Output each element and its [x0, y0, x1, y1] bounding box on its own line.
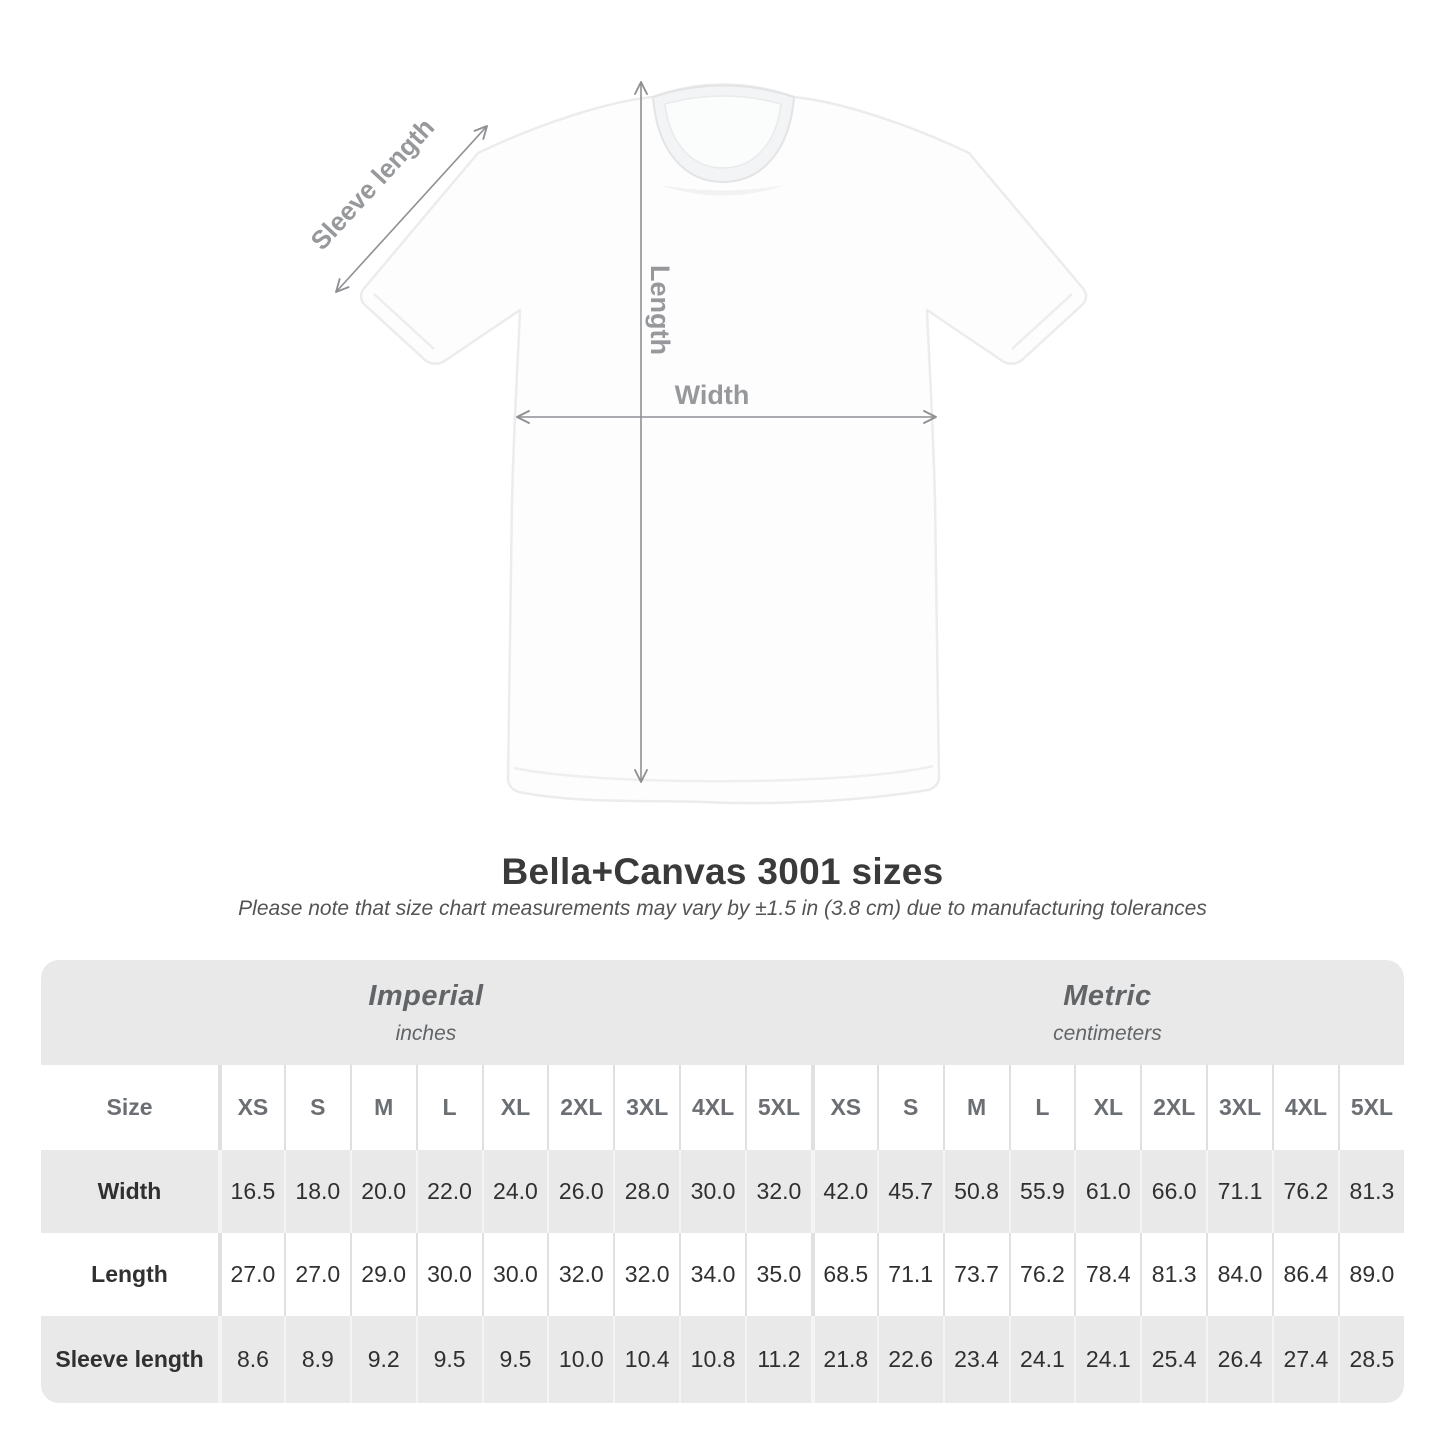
size-col-header-metric-l: L — [1009, 1065, 1075, 1150]
sleeve-length-label: Sleeve length — [304, 112, 441, 256]
cell-imperial-s: 18.0 — [284, 1150, 350, 1233]
size-col-header-metric-3xl: 3XL — [1206, 1065, 1272, 1150]
cell-metric-m: 50.8 — [943, 1150, 1009, 1233]
cell-metric-s: 45.7 — [877, 1150, 943, 1233]
cell-metric-xl: 61.0 — [1074, 1150, 1140, 1233]
cell-metric-xs: 21.8 — [811, 1316, 877, 1403]
cell-metric-xs: 68.5 — [811, 1233, 877, 1316]
cell-imperial-xs: 16.5 — [218, 1150, 284, 1233]
cell-imperial-4xl: 10.8 — [679, 1316, 745, 1403]
cell-metric-5xl: 89.0 — [1338, 1233, 1404, 1316]
cell-imperial-l: 22.0 — [416, 1150, 482, 1233]
size-col-header-imperial-3xl: 3XL — [613, 1065, 679, 1150]
table-row-length — [41, 1233, 1404, 1316]
cell-metric-s: 71.1 — [877, 1233, 943, 1316]
cell-imperial-m: 9.2 — [350, 1316, 416, 1403]
metric-unit: centimeters — [1053, 1021, 1162, 1045]
size-col-header-imperial-l: L — [416, 1065, 482, 1150]
cell-imperial-4xl: 30.0 — [679, 1150, 745, 1233]
unit-band-row — [41, 960, 1404, 1065]
size-col-header-metric-2xl: 2XL — [1140, 1065, 1206, 1150]
size-table — [41, 960, 1404, 1403]
cell-metric-2xl: 25.4 — [1140, 1316, 1206, 1403]
size-col-header-imperial-5xl: 5XL — [745, 1065, 811, 1150]
cell-metric-m: 73.7 — [943, 1233, 1009, 1316]
cell-metric-2xl: 66.0 — [1140, 1150, 1206, 1233]
cell-imperial-xs: 27.0 — [218, 1233, 284, 1316]
size-col-header-metric-m: M — [943, 1065, 1009, 1150]
cell-metric-3xl: 71.1 — [1206, 1150, 1272, 1233]
cell-imperial-xl: 9.5 — [482, 1316, 548, 1403]
size-col-header-imperial-xs: XS — [218, 1065, 284, 1150]
cell-imperial-m: 20.0 — [350, 1150, 416, 1233]
imperial-band — [41, 960, 811, 1065]
cell-metric-5xl: 28.5 — [1338, 1316, 1404, 1403]
size-col-header-metric-4xl: 4XL — [1272, 1065, 1338, 1150]
imperial-unit: inches — [395, 1021, 457, 1045]
row-label: Width — [41, 1150, 218, 1233]
cell-imperial-3xl: 10.4 — [613, 1316, 679, 1403]
cell-imperial-5xl: 35.0 — [745, 1233, 811, 1316]
cell-metric-l: 24.1 — [1009, 1316, 1075, 1403]
size-table-rows — [41, 960, 1404, 1403]
size-col-header-metric-xs: XS — [811, 1065, 877, 1150]
imperial-label: Imperial — [368, 979, 484, 1012]
cell-imperial-3xl: 32.0 — [613, 1233, 679, 1316]
size-col-header-metric-5xl: 5XL — [1338, 1065, 1404, 1150]
size-col-header-metric-xl: XL — [1074, 1065, 1140, 1150]
size-col-header-imperial-4xl: 4XL — [679, 1065, 745, 1150]
size-col-header-imperial-2xl: 2XL — [547, 1065, 613, 1150]
page-title: Bella+Canvas 3001 sizes — [501, 851, 944, 892]
cell-imperial-4xl: 34.0 — [679, 1233, 745, 1316]
size-header-label: Size — [41, 1065, 218, 1150]
cell-metric-l: 55.9 — [1009, 1150, 1075, 1233]
cell-metric-5xl: 81.3 — [1338, 1150, 1404, 1233]
metric-band — [811, 960, 1404, 1065]
cell-imperial-xl: 24.0 — [482, 1150, 548, 1233]
cell-metric-4xl: 76.2 — [1272, 1150, 1338, 1233]
cell-metric-l: 76.2 — [1009, 1233, 1075, 1316]
cell-imperial-3xl: 28.0 — [613, 1150, 679, 1233]
tolerance-note: Please note that size chart measurements may vary by ±1.5 in (3.8 cm) due to manufacturing tolerances — [238, 897, 1207, 920]
table-row-sleeve-length — [41, 1316, 1404, 1403]
cell-imperial-2xl: 10.0 — [547, 1316, 613, 1403]
cell-metric-xl: 78.4 — [1074, 1233, 1140, 1316]
table-row-width — [41, 1150, 1404, 1233]
cell-metric-xl: 24.1 — [1074, 1316, 1140, 1403]
size-col-header-metric-s: S — [877, 1065, 943, 1150]
cell-metric-2xl: 81.3 — [1140, 1233, 1206, 1316]
cell-imperial-l: 30.0 — [416, 1233, 482, 1316]
cell-imperial-xl: 30.0 — [482, 1233, 548, 1316]
cell-metric-4xl: 27.4 — [1272, 1316, 1338, 1403]
cell-metric-m: 23.4 — [943, 1316, 1009, 1403]
width-label: Width — [674, 380, 750, 410]
cell-metric-s: 22.6 — [877, 1316, 943, 1403]
cell-imperial-s: 8.9 — [284, 1316, 350, 1403]
size-col-header-imperial-xl: XL — [482, 1065, 548, 1150]
cell-metric-3xl: 26.4 — [1206, 1316, 1272, 1403]
cell-imperial-s: 27.0 — [284, 1233, 350, 1316]
cell-metric-4xl: 86.4 — [1272, 1233, 1338, 1316]
cell-imperial-2xl: 26.0 — [547, 1150, 613, 1233]
cell-imperial-5xl: 11.2 — [745, 1316, 811, 1403]
cell-imperial-5xl: 32.0 — [745, 1150, 811, 1233]
cell-metric-xs: 42.0 — [811, 1150, 877, 1233]
row-label: Sleeve length — [41, 1316, 218, 1403]
cell-imperial-xs: 8.6 — [218, 1316, 284, 1403]
size-header-row — [41, 1065, 1404, 1150]
cell-metric-3xl: 84.0 — [1206, 1233, 1272, 1316]
metric-label: Metric — [1063, 979, 1152, 1012]
tshirt-graphic — [361, 85, 1086, 804]
cell-imperial-m: 29.0 — [350, 1233, 416, 1316]
length-label: Length — [645, 265, 675, 355]
size-col-header-imperial-s: S — [284, 1065, 350, 1150]
cell-imperial-l: 9.5 — [416, 1316, 482, 1403]
size-col-header-imperial-m: M — [350, 1065, 416, 1150]
cell-imperial-2xl: 32.0 — [547, 1233, 613, 1316]
row-label: Length — [41, 1233, 218, 1316]
